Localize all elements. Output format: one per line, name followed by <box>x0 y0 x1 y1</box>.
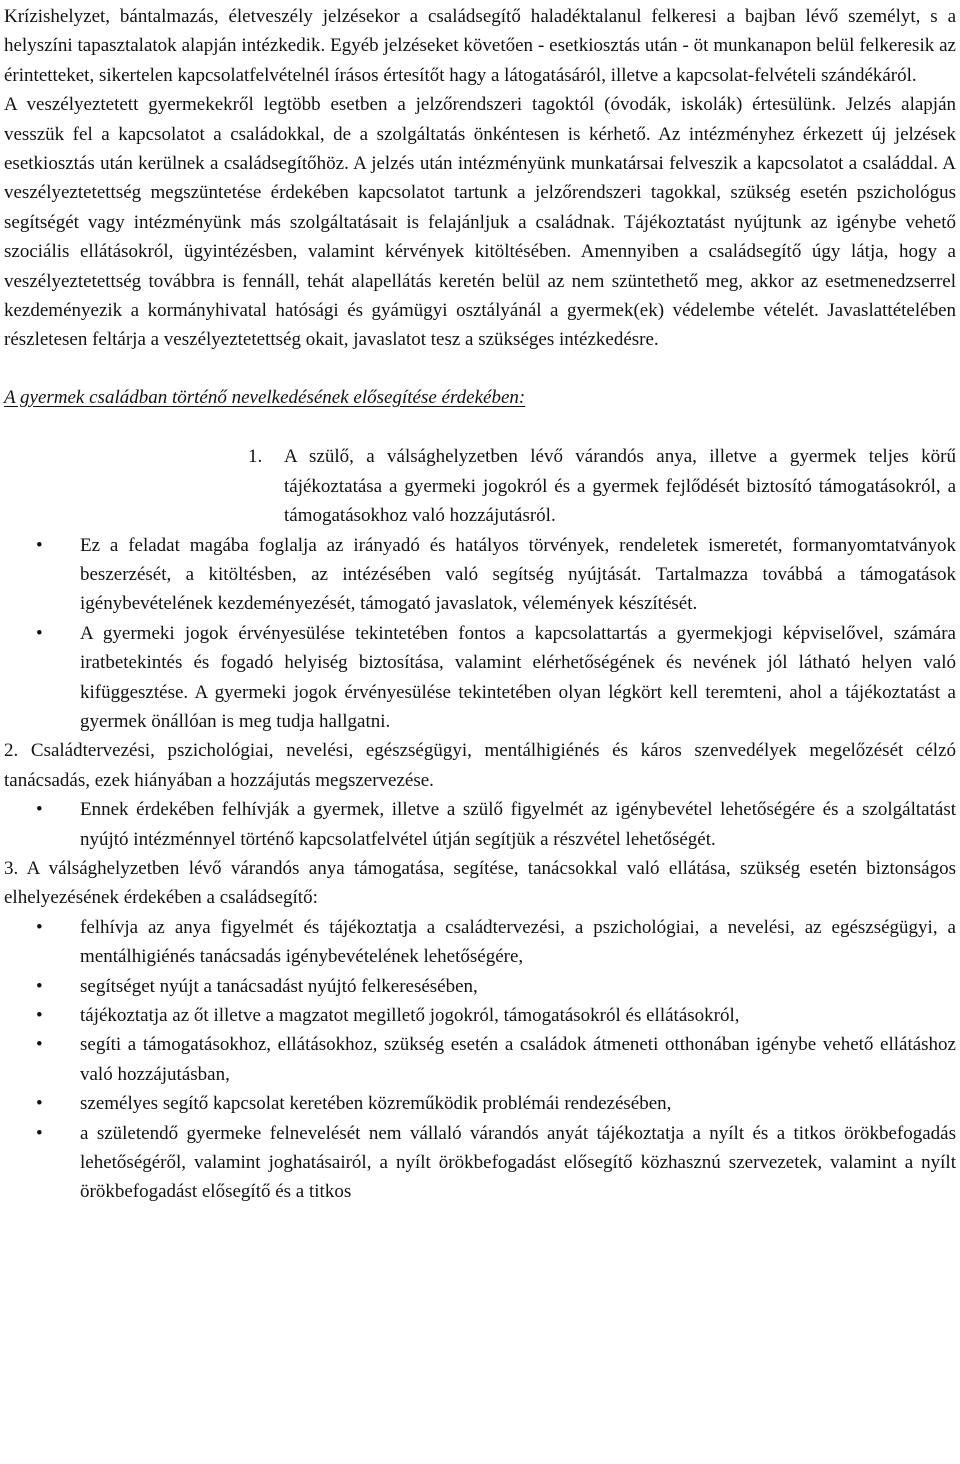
item-text: A válsághelyzetben lévő várandós anya támogatása, segítése, tanácsokkal való ellátása, szükség esetén biztonságos elhelyezésének érdekében a családsegítő: <box>4 857 956 909</box>
bullet-text: tájékoztatja az őt illetve a magzatot megillető jogokról, támogatásokról és ellátásokról, <box>80 1005 740 1026</box>
bullet-text: Ennek érdekében felhívják a gyermek, illetve a szülő figyelmét az igénybevétel lehetőségére és a szolgáltatást nyújtó intézménnyel történő kapcsolatfelvétel útján segítjük a részvétel lehetőségét. <box>80 799 956 850</box>
intro-paragraph-2: A veszélyeztetett gyermekekről legtöbb esetben a jelzőrendszeri tagoktól (óvodák, iskolák) értesülünk. Jelzés alapján vesszük fel a kapcsolatot a családokkal, de a szolgáltatás önkéntesen is kérhető. Az intézményhez érkezett új jelzések esetkiosztás után kerülnek a családsegítőhöz. A jelzés után intézményünk munkatársai felveszik a kapcsolatot a családdal. A veszélyeztetettség megszüntetése érdekében kapcsolatot tartunk a jelzőrendszeri tagokkal, szükség esetén pszichológus segítségét vagy intézményünk más szolgáltatásait is felajánljuk a családnak. Tájékoztatást nyújtunk az igénybe vehető szociális ellátásokról, ügyintézésben, valamint kérvények kitöltésében. Amennyiben a családsegítő úgy látja, hogy a veszélyeztetettség továbbra is fennáll, tehát alapellátás keretén belül az nem szüntethető meg, akkor az esetmenedzserrel kezdeményezik a kormányhivatal hatósági és gyámügyi osztályánál a gyermek(ek) védelembe vételét. Javaslattételében részletesen feltárja a veszélyeztetettség okait, javaslatot tesz a szükséges intézkedésre. <box>4 94 956 351</box>
item-text: A szülő, a válsághelyzetben lévő várandós anya, illetve a gyermek teljes körű tájékoztatása a gyermeki jogokról és a gyermek fejlődését biztosító támogatásokról, a támogatásokhoz való hozzájutásról. <box>284 446 956 527</box>
bullet-item <box>4 531 956 619</box>
bullet-text: segíti a támogatásokhoz, ellátásokhoz, szükség esetén a családok átmeneti otthonában igénybe vehető ellátáshoz való hozzájutásban, <box>80 1034 956 1085</box>
bullet-text: segítséget nyújt a tanácsadást nyújtó felkeresésében, <box>80 975 478 997</box>
bullet-icon: • <box>36 1005 43 1026</box>
bullet-item <box>4 1119 956 1207</box>
bullet-icon: • <box>36 1122 43 1144</box>
bullet-item <box>4 619 956 737</box>
bullet-text: A gyermeki jogok érvényesülése tekintetében fontos a kapcsolattartás a gyermekjogi képviselővel, számára iratbetekintés és fogadó helyiség biztosítása, valamint elérhetőségének és nevének jól látható helyen való kifüggesztése. A gyermeki jogok érvényesülése tekintetében olyan légkört kell teremteni, ahol a tájékoztatást a gyermek önállóan is meg tudja hallgatni. <box>80 622 956 732</box>
numbered-item-1 <box>248 442 956 530</box>
bullet-icon: • <box>36 1034 43 1056</box>
bullet-item <box>4 1089 956 1118</box>
bullet-icon: • <box>36 1093 43 1115</box>
bullet-text: felhívja az anya figyelmét és tájékoztatja a családtervezési, a pszichológiai, a nevelési, az egészségügyi, a mentálhigiénés tanácsadás igénybevételének lehetőségére, <box>80 916 956 968</box>
spacer <box>4 412 956 442</box>
bullet-item <box>4 1001 956 1030</box>
item-number: 1. <box>248 446 263 468</box>
item-text: Családtervezési, pszichológiai, nevelési, egészségügyi, mentálhigiénés és káros szenvedélyek megelőzését célzó tanácsadás, ezek hiányában a hozzájutás megszervezése. <box>4 740 956 791</box>
numbered-item-2 <box>4 736 956 795</box>
intro-paragraph-1: Krízishelyzet, bántalmazás, életveszély jelzésekor a családsegítő haladéktalanul felkeresi a bajban lévő személyt, s a helyszíni tapasztalatok alapján intézkedik. Egyéb jelzéseket követően - esetkiosztás után - öt munkanapon belül felkeresik az érintetteket, sikertelen kapcsolatfelvételnél írásos értesítőt hagy a látogatásáról, illetve a kapcsolat-felvételi szándékáról. <box>4 6 956 86</box>
bullet-text: személyes segítő kapcsolat keretében közreműködik problémái rendezésében, <box>80 1093 672 1115</box>
bullet-icon: • <box>36 799 43 821</box>
bullet-text: a születendő gyermeke felnevelését nem vállaló várandós anyát tájékoztatja a nyílt és a titkos örökbefogadás lehetőségéről, valamint joghatásairól, a nyílt örökbefogadást elősegítő közhasznú szervezetek, valamint a nyílt örökbefogadást elősegítő és a titkos <box>80 1122 956 1203</box>
section-heading: A gyermek családban történő nevelkedésének elősegítése érdekében: <box>4 386 526 408</box>
bullet-item <box>4 795 956 854</box>
spacer <box>4 355 956 383</box>
bullet-item <box>4 1030 956 1089</box>
bullet-item <box>4 972 956 1001</box>
bullet-icon: • <box>36 622 43 644</box>
bullet-icon: • <box>36 534 43 556</box>
numbered-item-3 <box>4 854 956 913</box>
bullet-item <box>4 913 956 972</box>
item-number: 3. <box>4 857 19 879</box>
bullet-icon: • <box>36 916 43 938</box>
bullet-text: Ez a feladat magába foglalja az irányadó és hatályos törvények, rendeletek ismeretét, formanyomtatványok beszerzését, a kitöltésben, az intézésében való segítség nyújtását. Tartalmazza továbbá a támogatások igénybevételének kezdeményezését, támogató javaslatok, vélemények készítését. <box>80 534 956 615</box>
bullet-icon: • <box>36 975 43 997</box>
item-number: 2. <box>4 740 19 762</box>
